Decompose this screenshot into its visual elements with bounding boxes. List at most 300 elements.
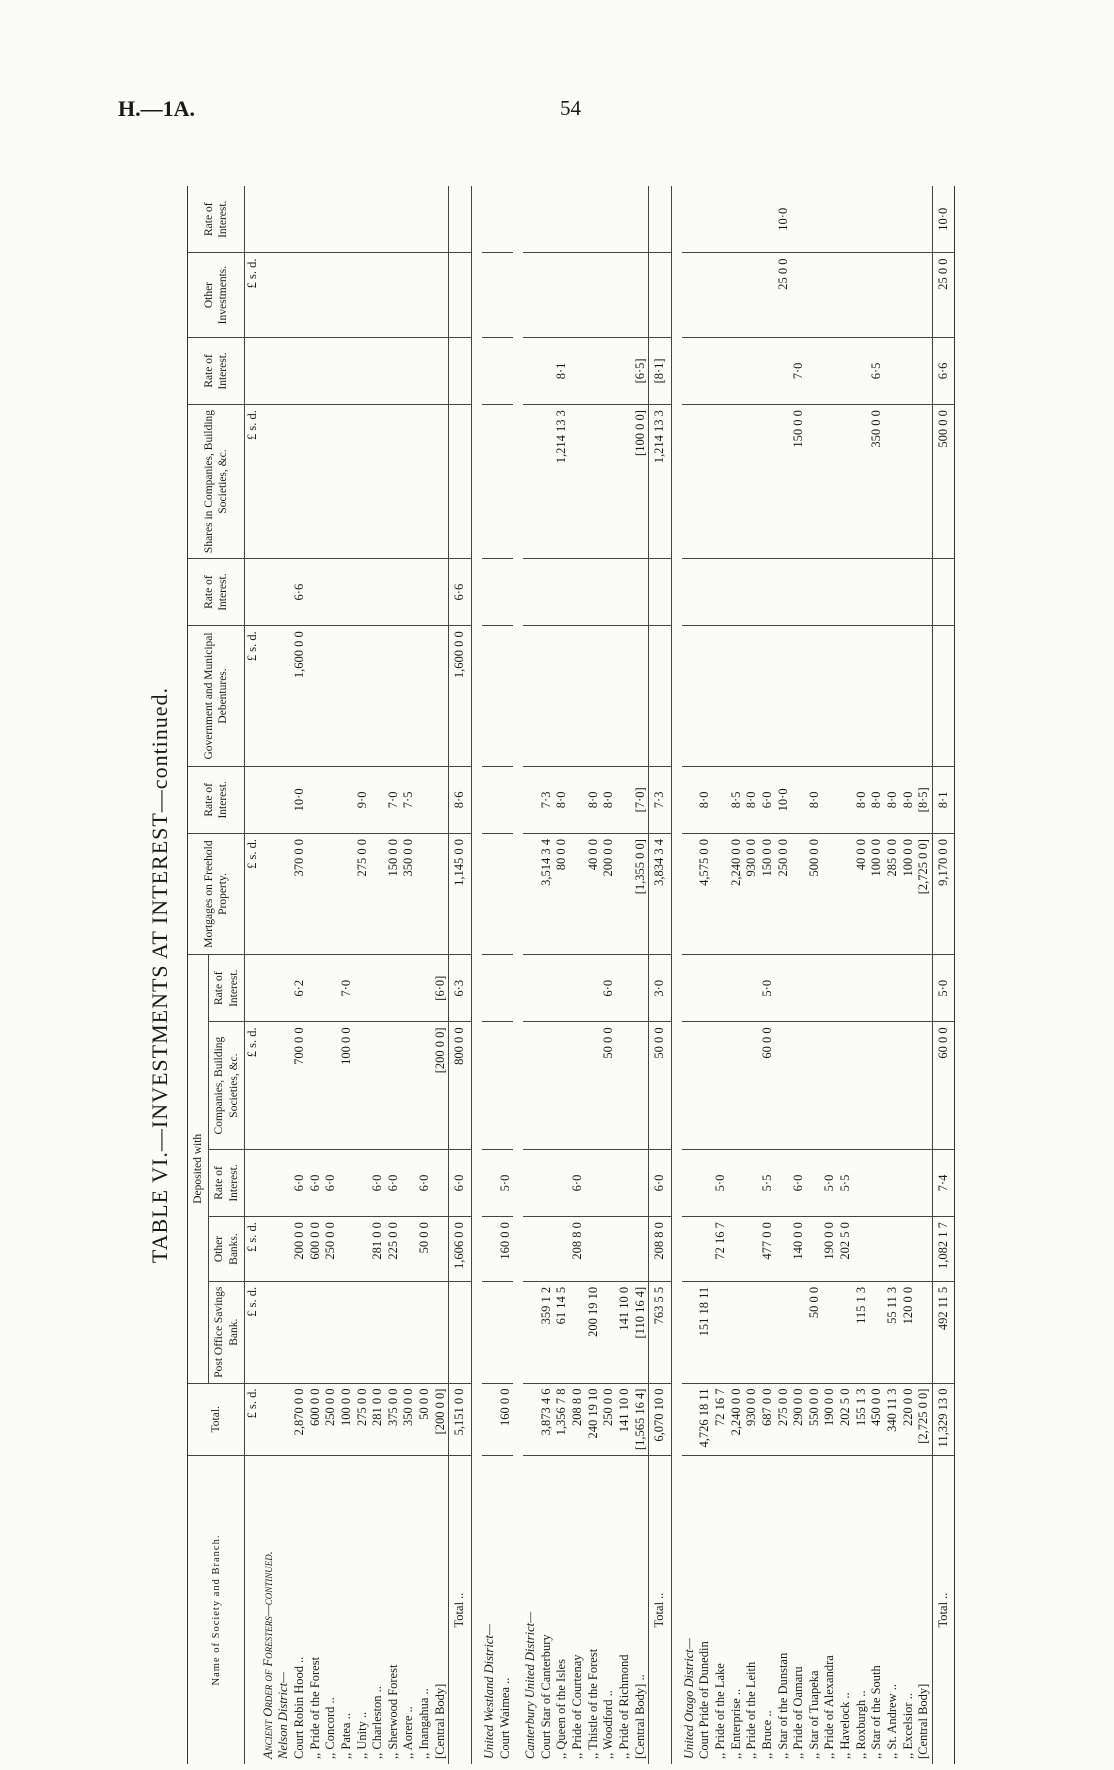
cell-go	[854, 626, 870, 766]
cell-go	[649, 626, 672, 766]
cell-mo	[370, 834, 386, 955]
cell-r1	[807, 1149, 823, 1216]
cell-mo: 9,170 0 0	[932, 834, 955, 955]
cell-r1: 5·0	[822, 1149, 838, 1216]
cell-co	[554, 1022, 570, 1149]
cell-r1	[261, 1149, 277, 1216]
branch-name-cell: ,, Charleston ..	[370, 1686, 385, 1759]
cell-r6	[838, 186, 854, 253]
cell-r1	[885, 1149, 901, 1216]
cell-ob	[554, 1217, 570, 1282]
cell-r4	[586, 558, 602, 625]
cell-r6	[523, 186, 539, 253]
cell-r4	[386, 558, 402, 625]
units-other-banks: £ s. d.	[245, 1217, 261, 1282]
cell-mo: 100 0 0	[901, 834, 917, 955]
cell-go	[617, 626, 633, 766]
cell-total: 11,329 13 0	[932, 1383, 955, 1455]
branch-name-cell: ,, Thistle of the Forest	[585, 1648, 600, 1759]
cell-r2: 3·0	[649, 955, 672, 1022]
cell-ob	[807, 1217, 823, 1282]
cell-r3: 9·0	[355, 766, 371, 833]
cell-r5	[498, 337, 514, 404]
table-row	[570, 186, 586, 1764]
cell-total: 930 0 0	[744, 1383, 760, 1455]
cell-po	[482, 1281, 498, 1383]
cell-go	[838, 626, 854, 766]
cell-r3	[276, 766, 292, 833]
cell-r4	[261, 558, 277, 625]
cell-r5	[744, 337, 760, 404]
cell-r3: [7·0]	[633, 766, 649, 833]
cell-r5	[901, 337, 917, 404]
cell-po	[276, 1281, 292, 1383]
cell-go	[370, 626, 386, 766]
cell-go	[682, 626, 698, 766]
cell-co	[498, 1022, 514, 1149]
cell-r5	[760, 337, 776, 404]
cell-sh	[822, 405, 838, 559]
table-row	[308, 186, 324, 1764]
cell-r6	[901, 186, 917, 253]
cell-total: 450 0 0	[869, 1383, 885, 1455]
cell-r6	[570, 186, 586, 253]
branch-name-cell: [Central Body] ..	[632, 1674, 647, 1759]
cell-r3: 7·5	[401, 766, 417, 833]
cell-r5	[370, 337, 386, 404]
cell-total: 275 0 0	[355, 1383, 371, 1455]
cell-r1: 6·0	[323, 1149, 339, 1216]
cell-total: 208 8 0	[570, 1383, 586, 1455]
cell-mo	[617, 834, 633, 955]
cell-r6	[433, 186, 449, 253]
units-companies: £ s. d.	[245, 1022, 261, 1149]
cell-r5	[838, 337, 854, 404]
cell-r6: 10·0	[776, 186, 792, 253]
cell-ot	[838, 253, 854, 337]
cell-sh	[355, 405, 371, 559]
table-row	[822, 186, 838, 1764]
total-row	[932, 186, 955, 1764]
cell-r5	[729, 337, 745, 404]
cell-r3	[482, 766, 498, 833]
cell-r4	[417, 558, 433, 625]
cell-po: 763 5 5	[649, 1281, 672, 1383]
cell-ot	[539, 253, 555, 337]
table-row	[370, 186, 386, 1764]
cell-mo: 275 0 0	[355, 834, 371, 955]
cell-r5: 8·1	[554, 337, 570, 404]
cell-r2	[617, 955, 633, 1022]
branch-name-cell: Ancient Order of Foresters—continued.	[260, 1551, 275, 1759]
section-heading-row	[523, 186, 539, 1764]
cell-go	[776, 626, 792, 766]
cell-ob	[339, 1217, 355, 1282]
cell-mo: 150 0 0	[760, 834, 776, 955]
cell-r2	[586, 955, 602, 1022]
cell-r3: 8·0	[854, 766, 870, 833]
branch-name-cell: ,, Star of the Dunstan	[775, 1652, 790, 1759]
cell-r3	[433, 766, 449, 833]
branch-name-cell: ,, Pride of Alexandra	[822, 1655, 837, 1759]
cell-total: 190 0 0	[822, 1383, 838, 1455]
cell-r5	[339, 337, 355, 404]
cell-mo	[482, 834, 498, 955]
cell-mo: 3,834 3 4	[649, 834, 672, 955]
cell-r2	[276, 955, 292, 1022]
cell-r3: 8·0	[744, 766, 760, 833]
cell-ob	[276, 1217, 292, 1282]
cell-r1: 6·0	[649, 1149, 672, 1216]
cell-ot	[760, 253, 776, 337]
units-government: £ s. d.	[245, 626, 261, 766]
branch-name-cell: [Central Body]	[916, 1683, 931, 1759]
cell-r2	[539, 955, 555, 1022]
cell-mo: [1,355 0 0]	[633, 834, 649, 955]
cell-r2	[498, 955, 514, 1022]
table-row	[916, 186, 932, 1764]
cell-r3: 10·0	[776, 766, 792, 833]
cell-r2	[370, 955, 386, 1022]
branch-name-cell: ,, Havelock ..	[838, 1692, 852, 1759]
table-row	[386, 186, 402, 1764]
cell-r6	[744, 186, 760, 253]
cell-total: 141 10 0	[617, 1383, 633, 1455]
cell-ot	[449, 253, 472, 337]
cell-po	[386, 1281, 402, 1383]
cell-r6	[417, 186, 433, 253]
cell-sh: 350 0 0	[869, 405, 885, 559]
cell-ot	[807, 253, 823, 337]
cell-co	[838, 1022, 854, 1149]
cell-po: [110 16 4]	[633, 1281, 649, 1383]
units-mortgages: £ s. d.	[245, 834, 261, 955]
cell-total: 375 0 0	[386, 1383, 402, 1455]
cell-po	[308, 1281, 324, 1383]
cell-r4	[822, 558, 838, 625]
cell-mo	[323, 834, 339, 955]
cell-r2	[570, 955, 586, 1022]
cell-total: 240 19 10	[586, 1383, 602, 1455]
cell-mo	[261, 834, 277, 955]
cell-ob	[539, 1217, 555, 1282]
cell-po	[401, 1281, 417, 1383]
col-rate1-header: Rate of Interest.	[209, 1149, 245, 1216]
cell-co: 700 0 0	[292, 1022, 308, 1149]
cell-go	[869, 626, 885, 766]
cell-r4	[276, 558, 292, 625]
cell-total: 340 11 3	[885, 1383, 901, 1455]
cell-r2: 6·3	[449, 955, 472, 1022]
cell-co	[523, 1022, 539, 1149]
branch-name-cell: ,, Excelsior ..	[900, 1693, 915, 1759]
cell-ob	[916, 1217, 932, 1282]
cell-ot	[323, 253, 339, 337]
cell-total: 202 5 0	[838, 1383, 854, 1455]
cell-r3	[261, 766, 277, 833]
cell-total: 2,240 0 0	[729, 1383, 745, 1455]
cell-r1	[617, 1149, 633, 1216]
cell-r4	[760, 558, 776, 625]
cell-r3	[339, 766, 355, 833]
cell-r5	[601, 337, 617, 404]
table-row	[869, 186, 885, 1764]
cell-r4	[601, 558, 617, 625]
cell-r1	[682, 1149, 698, 1216]
col-name-header: Name of Society and Branch.	[188, 1456, 245, 1765]
table-title-prefix: TABLE V	[147, 1165, 172, 1264]
cell-r2	[355, 955, 371, 1022]
cell-po	[498, 1281, 514, 1383]
cell-ot	[822, 253, 838, 337]
table-row	[713, 186, 729, 1764]
cell-r5	[617, 337, 633, 404]
cell-sh	[729, 405, 745, 559]
cell-r5	[586, 337, 602, 404]
cell-total: 290 0 0	[791, 1383, 807, 1455]
cell-r6	[339, 186, 355, 253]
cell-po: 359 1 2	[539, 1281, 555, 1383]
table-row	[791, 186, 807, 1764]
cell-r2	[417, 955, 433, 1022]
cell-r6	[697, 186, 713, 253]
cell-r2	[822, 955, 838, 1022]
cell-r1	[776, 1149, 792, 1216]
cell-r1: 6·0	[791, 1149, 807, 1216]
branch-name-cell: ,, Roxburgh ..	[853, 1690, 868, 1759]
cell-r2: 6·0	[601, 955, 617, 1022]
cell-co: 800 0 0	[449, 1022, 472, 1149]
cell-co	[539, 1022, 555, 1149]
branch-name-cell: ,, Star of the South	[869, 1665, 884, 1759]
cell-r4	[308, 558, 324, 625]
cell-total	[482, 1383, 498, 1455]
cell-r3: 8·5	[729, 766, 745, 833]
cell-r5	[433, 337, 449, 404]
cell-po	[261, 1281, 277, 1383]
cell-r6	[807, 186, 823, 253]
cell-co	[729, 1022, 745, 1149]
table-row	[355, 186, 371, 1764]
cell-r6	[539, 186, 555, 253]
cell-r5	[807, 337, 823, 404]
cell-go	[932, 626, 955, 766]
cell-go	[822, 626, 838, 766]
cell-co	[633, 1022, 649, 1149]
cell-r1: 5·0	[713, 1149, 729, 1216]
cell-r5	[261, 337, 277, 404]
cell-r4	[776, 558, 792, 625]
cell-mo: 370 0 0	[292, 834, 308, 955]
cell-co	[417, 1022, 433, 1149]
cell-sh	[523, 405, 539, 559]
cell-ot	[339, 253, 355, 337]
cell-r6	[482, 186, 498, 253]
cell-r6	[854, 186, 870, 253]
cell-ob: 160 0 0	[498, 1217, 514, 1282]
branch-name-cell: ,, Pride of the Forest	[307, 1656, 322, 1759]
cell-co	[807, 1022, 823, 1149]
table-row	[554, 186, 570, 1764]
section-heading-row	[682, 186, 698, 1764]
cell-mo: 40 0 0	[854, 834, 870, 955]
cell-ob	[901, 1217, 917, 1282]
cell-go	[633, 626, 649, 766]
cell-total: [200 0 0]	[433, 1383, 449, 1455]
cell-sh	[482, 405, 498, 559]
cell-mo	[433, 834, 449, 955]
cell-r2	[401, 955, 417, 1022]
cell-po	[433, 1281, 449, 1383]
cell-r5	[682, 337, 698, 404]
cell-r1	[401, 1149, 417, 1216]
units-row	[245, 186, 261, 1764]
cell-ob: 250 0 0	[323, 1217, 339, 1282]
cell-r2	[869, 955, 885, 1022]
cell-po	[760, 1281, 776, 1383]
cell-go: 1,600 0 0	[292, 626, 308, 766]
col-rate3-header: Rate of Interest.	[188, 766, 245, 833]
cell-co	[570, 1022, 586, 1149]
cell-r4	[498, 558, 514, 625]
cell-r1	[586, 1149, 602, 1216]
cell-total: 687 0 0	[760, 1383, 776, 1455]
cell-total	[682, 1383, 698, 1455]
cell-total: 220 0 0	[901, 1383, 917, 1455]
cell-r4	[554, 558, 570, 625]
cell-go	[901, 626, 917, 766]
cell-r4	[401, 558, 417, 625]
cell-ob	[523, 1217, 539, 1282]
branch-name-cell: ,, Pride of the Lake	[713, 1663, 727, 1759]
cell-ot: 25 0 0	[776, 253, 792, 337]
cell-r1	[729, 1149, 745, 1216]
cell-po	[744, 1281, 760, 1383]
cell-r1: 6·0	[292, 1149, 308, 1216]
col-rate2-header: Rate of Interest.	[209, 955, 245, 1022]
cell-r6	[276, 186, 292, 253]
cell-total: 72 16 7	[713, 1383, 729, 1455]
table-row	[601, 186, 617, 1764]
cell-r4	[649, 558, 672, 625]
cell-mo	[838, 834, 854, 955]
cell-co	[869, 1022, 885, 1149]
document-code: H.—1A.	[118, 96, 195, 121]
branch-name-cell: ,, Concord ..	[323, 1697, 338, 1759]
branch-name-cell: Court Robin Hood ..	[292, 1656, 306, 1759]
cell-r3	[682, 766, 698, 833]
cell-r3: 8·1	[932, 766, 955, 833]
table-row	[901, 186, 917, 1764]
cell-co	[401, 1022, 417, 1149]
cell-total: 6,070 10 0	[649, 1383, 672, 1455]
cell-total	[523, 1383, 539, 1455]
cell-go	[482, 626, 498, 766]
cell-mo	[822, 834, 838, 955]
cell-sh	[682, 405, 698, 559]
cell-go	[601, 626, 617, 766]
cell-r2: [6·0]	[433, 955, 449, 1022]
cell-ot	[276, 253, 292, 337]
cell-ob	[744, 1217, 760, 1282]
cell-total: [2,725 0 0]	[916, 1383, 932, 1455]
cell-po: 50 0 0	[807, 1281, 823, 1383]
cell-go	[554, 626, 570, 766]
cell-mo	[523, 834, 539, 955]
cell-r1	[339, 1149, 355, 1216]
cell-r6	[370, 186, 386, 253]
col-deposited-group-header: Deposited with	[188, 955, 209, 1384]
cell-total	[261, 1383, 277, 1455]
cell-sh	[838, 405, 854, 559]
cell-ot: 25 0 0	[932, 253, 955, 337]
branch-name-cell: ,, Bruce ..	[759, 1710, 774, 1759]
cell-total: 100 0 0	[339, 1383, 355, 1455]
cell-ot	[916, 253, 932, 337]
cell-ot	[433, 253, 449, 337]
cell-r3: 7·0	[386, 766, 402, 833]
cell-ot	[791, 253, 807, 337]
col-rate4-header: Rate of Interest.	[188, 558, 245, 625]
cell-r2	[791, 955, 807, 1022]
cell-mo: 3,514 3 4	[539, 834, 555, 955]
cell-ot	[633, 253, 649, 337]
cell-go	[386, 626, 402, 766]
cell-total: [1,565 16 4]	[633, 1383, 649, 1455]
cell-r6	[760, 186, 776, 253]
cell-r6	[308, 186, 324, 253]
cell-r1: 6·0	[308, 1149, 324, 1216]
cell-r6	[729, 186, 745, 253]
cell-total: 350 0 0	[401, 1383, 417, 1455]
cell-sh	[713, 405, 729, 559]
cell-co	[617, 1022, 633, 1149]
cell-po: 492 11 5	[932, 1281, 955, 1383]
cell-co	[885, 1022, 901, 1149]
cell-ot	[498, 253, 514, 337]
cell-r3: 10·0	[292, 766, 308, 833]
cell-ob: 477 0 0	[760, 1217, 776, 1282]
cell-co	[482, 1022, 498, 1149]
cell-co	[323, 1022, 339, 1149]
cell-ob	[401, 1217, 417, 1282]
cell-ob: 50 0 0	[417, 1217, 433, 1282]
cell-r2	[744, 955, 760, 1022]
cell-sh	[308, 405, 324, 559]
cell-r1	[276, 1149, 292, 1216]
cell-r2	[308, 955, 324, 1022]
cell-total: 160 0 0	[498, 1383, 514, 1455]
branch-name-cell: [Central Body]	[432, 1683, 447, 1759]
cell-go	[807, 626, 823, 766]
cell-r4	[932, 558, 955, 625]
cell-r6	[449, 186, 472, 253]
cell-sh	[901, 405, 917, 559]
cell-sh	[339, 405, 355, 559]
cell-r3: 8·0	[807, 766, 823, 833]
cell-co	[854, 1022, 870, 1149]
cell-r4	[713, 558, 729, 625]
cell-total: 550 0 0	[807, 1383, 823, 1455]
table-row	[854, 186, 870, 1764]
rotated-table-region	[135, 180, 985, 1770]
cell-go	[697, 626, 713, 766]
cell-r2	[885, 955, 901, 1022]
branch-name-cell: ,, Pride of Richmond	[616, 1654, 631, 1759]
cell-sh	[323, 405, 339, 559]
cell-mo	[713, 834, 729, 955]
cell-r5	[916, 337, 932, 404]
